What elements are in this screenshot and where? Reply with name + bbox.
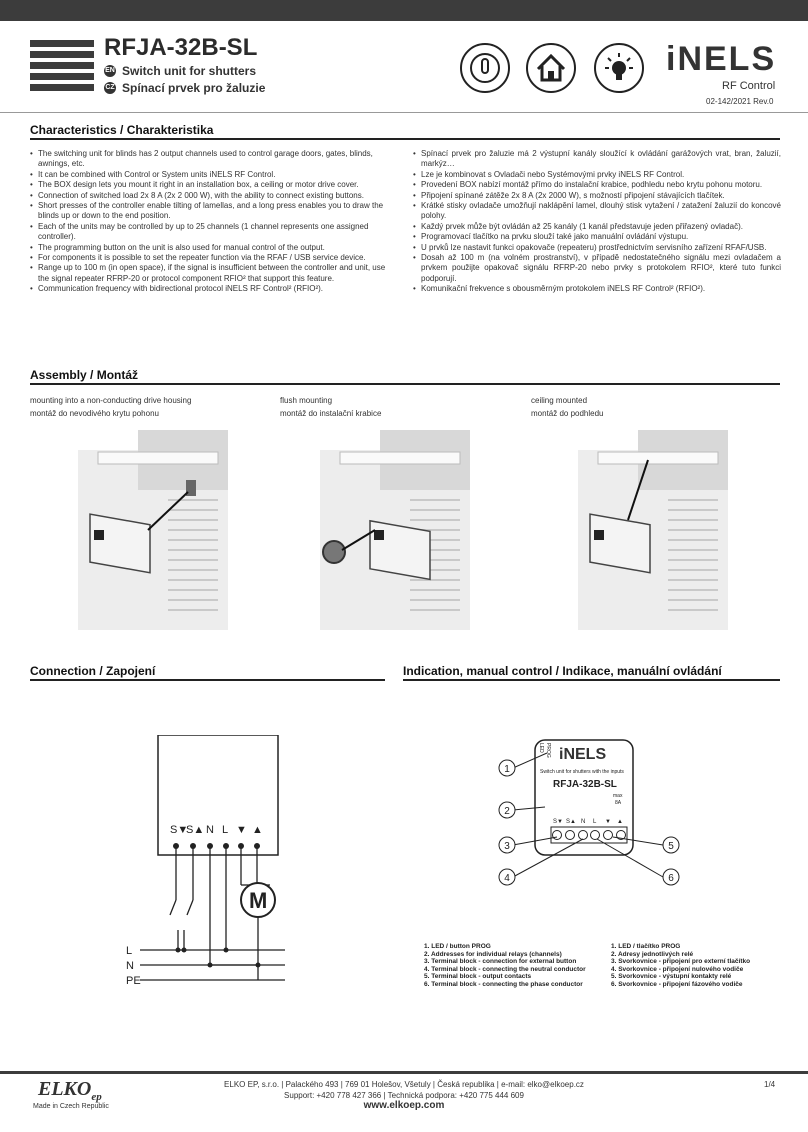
list-item: • Short presses of the controller enable tilting of lamellas, and a long press enables you to draw the blinds up or down to the end position. — [30, 201, 395, 222]
connection-title: Connection / Zapojení — [30, 664, 156, 678]
header-divider — [0, 112, 808, 113]
list-item: • Lze je kombinovat s Ovladači nebo Systémovými prvky iNELS RF Control. — [413, 170, 781, 180]
device-terminal-label: ▲ — [617, 819, 623, 825]
legend-cz — [611, 943, 781, 989]
amp-label: 8A — [615, 800, 622, 806]
list-item: • Krátké stisky ovladače umožňují naklápění lamel, dlouhý stisk vytažení / zatažení žaluzií do koncové polohy. — [413, 201, 781, 222]
line-label: L — [126, 945, 133, 957]
device-terminal-label: N — [581, 819, 586, 825]
legend-item: 6. Svorkovnice - připojení fázového vodiče — [611, 980, 743, 988]
terminal-label: ▼ — [236, 824, 247, 836]
terminal-label: S▼ — [170, 824, 189, 836]
callout-label: 3 — [504, 841, 510, 852]
legend-item: 1. LED / button PROG — [424, 943, 491, 950]
footer-support: Support: +420 778 427 366 | Technická podpora: +420 775 444 609 — [284, 1091, 524, 1100]
subtitle-cz: Spínací prvek pro žaluzie — [122, 81, 266, 95]
legend-item: 2. Adresy jednotlivých relé — [611, 950, 694, 958]
list-item: • U prvků lze nastavit funkci opakovače (repeateru) prostřednictvím servisního zařízení RFAF/USB. — [413, 243, 781, 253]
device-terminal-label: L — [593, 819, 597, 825]
footer-company: ELKO EP, s.r.o. | Palackého 493 | 769 01 Holešov, Všetuly | Česká republika | e-mail: elko@elkoep.cz — [224, 1080, 584, 1089]
assembly-caption-1: mounting into a non-conducting drive housing montáž do nevodivého krytu pohonu — [30, 396, 192, 418]
assembly-caption-3: ceiling mounted montáž do podhledu — [531, 396, 604, 418]
home-icon — [526, 43, 576, 93]
product-title: RFJA-32B-SL — [104, 34, 258, 61]
list-item: • Provedení BOX nabízí montáž přímo do instalační krabice, podhledu nebo krytu pohonu motoru. — [413, 180, 781, 190]
list-item: • Communication frequency with bidirectional protocol iNELS RF Control² (RFIO²). — [30, 284, 395, 294]
footer-bar — [0, 1071, 808, 1074]
max-label: max — [613, 793, 623, 799]
legend-item: 4. Svorkovnice - připojení nulového vodiče — [611, 965, 744, 973]
characteristics-underline — [30, 138, 780, 140]
list-item: • For components it is possible to set the repeater function via the RFAF / USB service device. — [30, 253, 395, 263]
led-label: LED — [538, 743, 544, 753]
footer-website[interactable]: www.elkoep.com — [363, 1100, 445, 1111]
elko-logo: $ELKO_{ep}$ — [38, 1078, 102, 1103]
connection-underline — [30, 679, 385, 681]
inels-brand: iNELS — [666, 40, 777, 78]
page-number: 1/4 — [764, 1080, 776, 1089]
subtitle-en: Switch unit for shutters — [122, 64, 257, 78]
assembly-title: Assembly / Montáž — [30, 368, 139, 382]
legend-item: 2. Addresses for individual relays (channels) — [424, 950, 562, 958]
legend-item: 5. Terminal block - output contacts — [424, 973, 532, 981]
callout-label: 4 — [504, 873, 510, 884]
bulb-icon — [594, 43, 644, 93]
shutter-logo-icon — [30, 40, 94, 95]
list-item: • Each of the units may be controlled by up to 25 channels (1 channel represents one assigned controller). — [30, 222, 395, 243]
prog-label: PROG — [545, 743, 551, 758]
assembly-illustration-drive-housing — [78, 430, 228, 630]
terminal-label: S▲ — [186, 824, 205, 836]
indication-underline — [403, 679, 780, 681]
legend-item: 6. Terminal block - connecting the phase conductor — [424, 980, 583, 988]
list-item: • It can be combined with Control or System units iNELS RF Control. — [30, 170, 395, 180]
connection-wiring-diagram — [120, 735, 290, 990]
list-item: • The BOX design lets you mount it right in an installation box, a ceiling or motor drive cover. — [30, 180, 395, 190]
device-brand: iNELS — [559, 746, 607, 763]
lang-en-badge: EN — [104, 65, 116, 77]
assembly-underline — [30, 383, 780, 385]
document-number: 02-142/2021 Rev.0 — [706, 97, 774, 106]
assembly-illustration-ceiling — [578, 430, 728, 630]
brand-subtitle: RF Control — [722, 80, 776, 92]
terminal-label: ▲ — [252, 824, 263, 836]
legend-en — [424, 943, 604, 989]
legend-item: 5. Svorkovnice - výstupní kontakty relé — [611, 973, 732, 981]
list-item: • Připojení spínané zátěže 2x 8 A (2x 2000 W), s možností připojení stávajících tlačítek. — [413, 191, 781, 201]
terminal-label: L — [222, 824, 229, 836]
list-item: • Dosah až 100 m (na volném prostranství), v případě nedostatečného signálu mezi ovladačem a prvkem použijte opakovač signálu RFRP-20 nebo prvky s protokolem RFIO², které tuto funkci podporují. — [413, 253, 781, 284]
list-item: • Každý prvek může být ovládán až 25 kanály (1 kanál představuje jeden přiřazený ovladač). — [413, 222, 781, 232]
terminal-label: N — [206, 824, 214, 836]
legend-item: 3. Svorkovnice - připojení pro externí tlačítko — [611, 958, 751, 966]
device-terminal-label: S▼ — [553, 819, 563, 825]
line-label: N — [126, 960, 134, 972]
callout-label: 6 — [668, 873, 674, 884]
list-item: • Spínací prvek pro žaluzie má 2 výstupní kanály sloužící k ovládání garážových vrat, bran, žaluzií, markýz… — [413, 149, 781, 170]
device-box — [158, 735, 278, 855]
device-terminal-label: ▼ — [605, 819, 611, 825]
device-model: RFJA-32B-SL — [553, 779, 617, 790]
list-item: • Programovací tlačítko na prvku slouží také jako manuální ovládání výstupu. — [413, 232, 781, 242]
list-item: • The switching unit for blinds has 2 output channels used to control garage doors, gates, blinds, awnings, etc. — [30, 149, 395, 170]
indication-title: Indication, manual control / Indikace, manuální ovládání — [403, 664, 722, 678]
motor-label: M — [249, 888, 268, 913]
assembly-caption-2: flush mounting montáž do instalační krabice — [280, 396, 382, 418]
subtitle-en-row — [104, 64, 256, 78]
characteristics-list-en — [30, 149, 395, 295]
assembly-illustration-flush — [320, 430, 470, 630]
list-item: • Range up to 100 m (in open space), if the signal is insufficient between the controller and unit, use the signal repeater RFRP-20 or protocol component RFIO² that support this feature. — [30, 263, 395, 284]
lang-cz-badge: CZ — [104, 82, 116, 94]
made-in-label: Made in Czech Republic — [33, 1103, 109, 1110]
power-icon — [460, 43, 510, 93]
list-item: • Komunikační frekvence s obousměrným protokolem iNELS RF Control² (RFIO²). — [413, 284, 781, 294]
list-item: • The programming button on the unit is also used for manual control of the output. — [30, 243, 395, 253]
characteristics-list-cz — [413, 149, 781, 295]
line-label: PE — [126, 975, 141, 987]
legend-item: 3. Terminal block - connection for external button — [424, 958, 577, 966]
list-item: • Connection of switched load 2x 8 A (2x 2 000 W), with the ability to connect existing buttons. — [30, 191, 395, 201]
callout-label: 1 — [504, 764, 510, 775]
indication-device-diagram — [495, 735, 695, 900]
callout-label: 2 — [504, 806, 510, 817]
device-terminal-label: S▲ — [566, 819, 576, 825]
top-bar — [0, 0, 808, 21]
device-description: Switch unit for shutters with the inputs — [540, 769, 624, 775]
callout-label: 5 — [668, 841, 674, 852]
legend-item: 1. LED / tlačítko PROG — [611, 943, 681, 950]
subtitle-cz-row — [104, 81, 265, 95]
legend-item: 4. Terminal block - connecting the neutral conductor — [424, 965, 586, 973]
characteristics-title: Characteristics / Charakteristika — [30, 123, 214, 137]
